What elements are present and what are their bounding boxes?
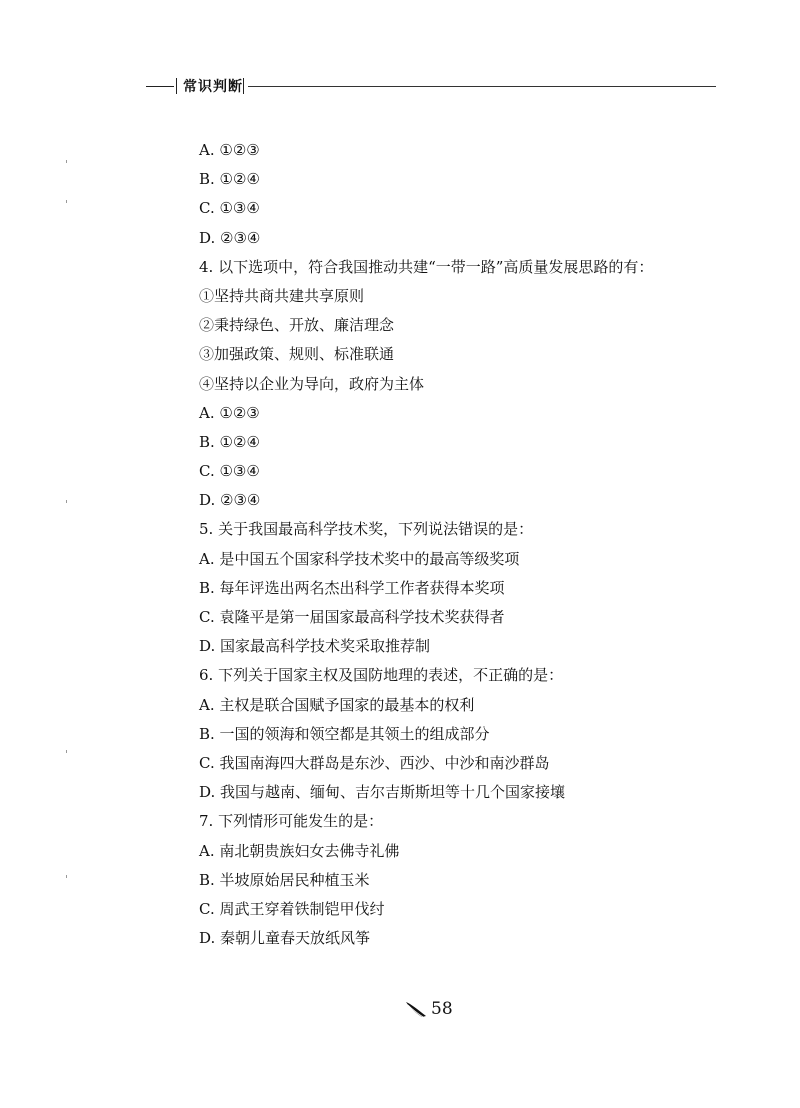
section-title: 常识判断 <box>183 79 243 95</box>
question-7: 7. 下列情形可能发生的是： <box>199 812 384 831</box>
option-line: D. 国家最高科学技术奖采取推荐制 <box>199 637 431 656</box>
option-line: B. 半坡原始居民种植玉米 <box>199 870 370 889</box>
option-line: D. 秦朝儿童春天放纸风筝 <box>199 929 371 948</box>
statement-line: ②秉持绿色、开放、廉洁理念 <box>199 316 395 335</box>
option-line: A. ①②③ <box>199 403 260 422</box>
option-line: B. 一国的领海和领空都是其领土的组成部分 <box>199 724 490 743</box>
option-line: C. ①③④ <box>199 199 260 218</box>
scan-speck <box>66 875 67 878</box>
header-rule-left <box>146 86 174 87</box>
option-line: A. 是中国五个国家科学技术奖中的最高等级奖项 <box>199 549 520 568</box>
scan-speck <box>66 200 67 203</box>
header-rule <box>248 86 716 87</box>
option-line: A. 主权是联合国赋予国家的最基本的权利 <box>199 695 475 714</box>
option-line: B. ①②④ <box>199 432 260 451</box>
header-divider-right <box>243 78 244 94</box>
option-line: C. 袁隆平是第一届国家最高科学技术奖获得者 <box>199 608 505 626</box>
scan-speck <box>66 160 67 163</box>
option-line: C. 周武王穿着铁制铠甲伐纣 <box>199 899 385 918</box>
statement-line: ③加强政策、规则、标准联通 <box>199 345 395 364</box>
running-header <box>146 76 716 98</box>
option-line: A. 南北朝贵族妇女去佛寺礼佛 <box>199 841 400 860</box>
option-line: D. 我国与越南、缅甸、吉尔吉斯斯坦等十几个国家接壤 <box>199 783 566 802</box>
page-number: 58 <box>431 999 453 1019</box>
option-line: D. ②③④ <box>199 228 261 247</box>
scan-speck <box>66 500 67 503</box>
scan-speck <box>66 750 67 753</box>
statement-line: ①坚持共商共建共享原则 <box>199 286 365 305</box>
option-line: B. ①②④ <box>199 170 260 189</box>
quill-pen-icon <box>405 1000 427 1018</box>
option-line: C. ①③④ <box>199 462 260 481</box>
page-body <box>199 136 719 953</box>
question-6: 6. 下列关于国家主权及国防地理的表述，不正确的是： <box>199 666 564 685</box>
option-line: A. ①②③ <box>199 141 260 159</box>
header-divider-left <box>176 78 177 94</box>
option-line: D. ②③④ <box>199 491 261 510</box>
statement-line: ④坚持以企业为导向，政府为主体 <box>199 374 425 393</box>
option-line: C. 我国南海四大群岛是东沙、西沙、中沙和南沙群岛 <box>199 753 550 772</box>
option-line: B. 每年评选出两名杰出科学工作者获得本奖项 <box>199 578 505 597</box>
question-4: 4. 以下选项中，符合我国推动共建“一带一路”高质量发展思路的有： <box>199 257 654 276</box>
question-5: 5. 关于我国最高科学技术奖，下列说法错误的是： <box>199 520 534 539</box>
